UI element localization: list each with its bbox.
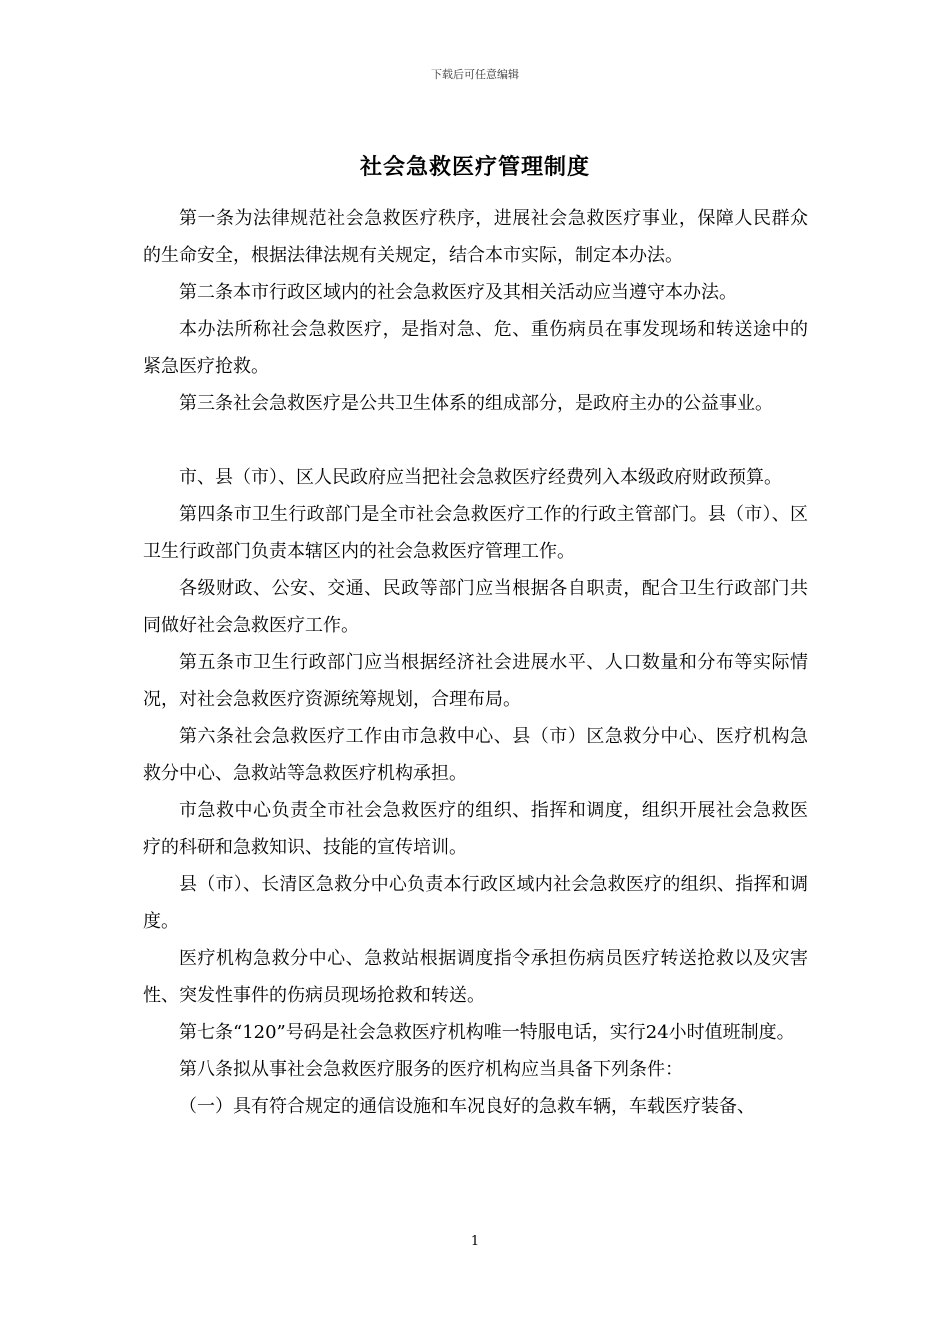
paragraph: （一）具有符合规定的通信设施和车况良好的急救车辆，车载医疗装备、 (179, 1096, 755, 1117)
paragraph: 第二条本市行政区域内的社会急救医疗及其相关活动应当遵守本办法。 (179, 282, 737, 303)
paragraph: 市、县（市）、区人民政府应当把社会急救医疗经费列入本级政府财政预算。 (179, 467, 782, 488)
paragraph: 第三条社会急救医疗是公共卫生体系的组成部分，是政府主办的公益事业。 (179, 393, 773, 414)
paragraph: 县（市）、长清区急救分中心负责本行政区域内社会急救医疗的组织、指挥和调度。 (143, 874, 808, 932)
header-note: 下载后可任意编辑 (431, 68, 519, 81)
paragraph: 第一条为法律规范社会急救医疗秩序，进展社会急救医疗事业，保障人民群众的生命安全，根据法律法规有关规定，结合本市实际，制定本办法。 (143, 208, 808, 266)
document-title: 社会急救医疗管理制度 (359, 154, 590, 180)
paragraph: 第五条市卫生行政部门应当根据经济社会进展水平、人口数量和分布等实际情况，对社会急救医疗资源统筹规划，合理布局。 (143, 652, 808, 710)
paragraph: 第八条拟从事社会急救医疗服务的医疗机构应当具备下列条件： (179, 1059, 683, 1080)
paragraph: 第七条“120”号码是社会急救医疗机构唯一特服电话，实行24小时值班制度。 (179, 1022, 795, 1043)
paragraph: 第六条社会急救医疗工作由市急救中心、县（市）区急救分中心、医疗机构急救分中心、急救站等急救医疗机构承担。 (143, 726, 808, 784)
paragraph: 本办法所称社会急救医疗，是指对急、危、重伤病员在事发现场和转送途中的紧急医疗抢救。 (143, 319, 808, 377)
paragraph: 各级财政、公安、交通、民政等部门应当根据各自职责，配合卫生行政部门共同做好社会急救医疗工作。 (143, 578, 808, 636)
paragraph: 市急救中心负责全市社会急救医疗的组织、指挥和调度，组织开展社会急救医疗的科研和急救知识、技能的宣传培训。 (143, 800, 808, 858)
paragraph: 第四条市卫生行政部门是全市社会急救医疗工作的行政主管部门。县（市）、区卫生行政部门负责本辖区内的社会急救医疗管理工作。 (143, 504, 808, 562)
document-body (143, 200, 808, 1125)
page-number: 1 (470, 1234, 480, 1249)
paragraph: 医疗机构急救分中心、急救站根据调度指令承担伤病员医疗转送抢救以及灾害性、突发性事件的伤病员现场抢救和转送。 (143, 948, 808, 1006)
